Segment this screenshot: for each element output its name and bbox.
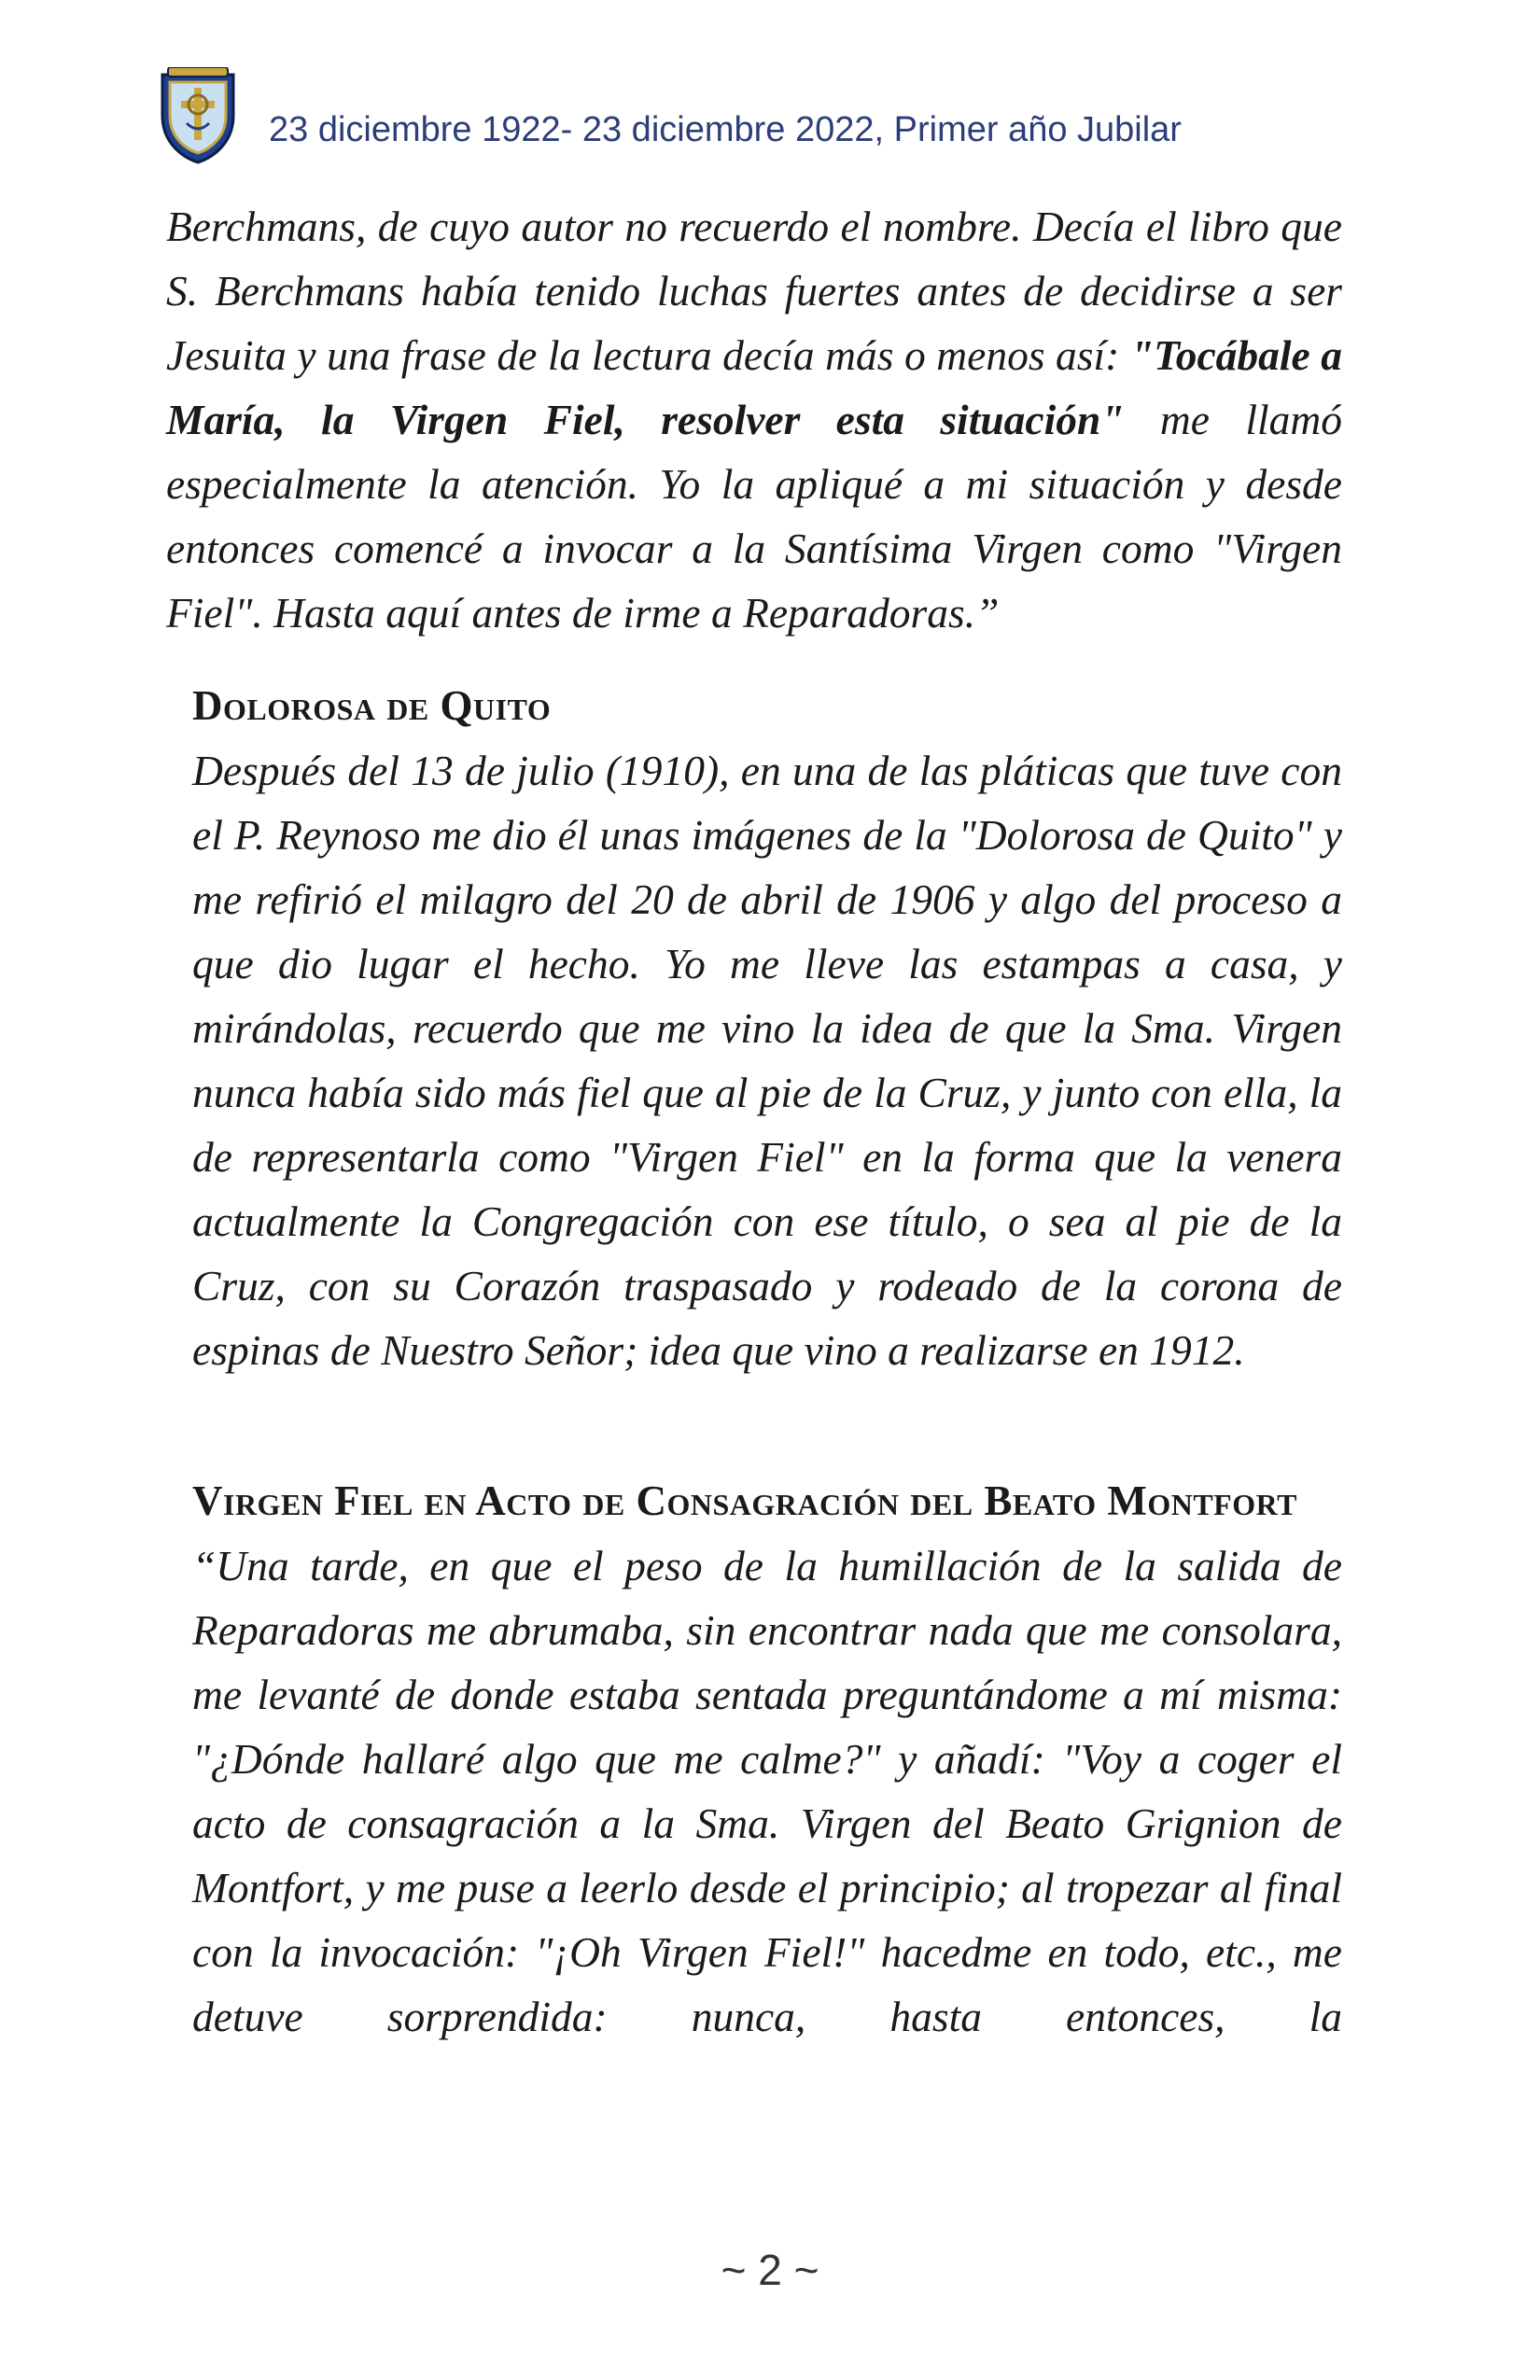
header-title: 23 diciembre 1922- 23 diciembre 2022, Primer año Jubilar xyxy=(269,110,1182,149)
intro-bold-quote: "Tocábale a María, la Virgen Fiel, resolver esta situación" xyxy=(166,331,1342,443)
section-body: “Una tarde, en que el peso de la humillación de la salida de Reparadoras me abrumaba, sin encontrar nada que me consolara, me levanté de donde estaba sentada preguntándome a mí misma: "¿Dónde hallaré algo que me calme?" y añadí: "Voy a coger el acto de consagración a la Sma. Virgen del Beato Grignion de Montfort, y me puse a leerlo desde el principio; al tropezar al final con la invocación: "¡Oh Virgen Fiel!" hacedme en todo, etc., me detuve sorprendida: nunca, hasta entonces, la xyxy=(192,1542,1342,2040)
crest-shield-icon xyxy=(159,67,237,164)
intro-paragraph xyxy=(166,194,1342,645)
intro-text-before: Berchmans, de cuyo autor no recuerdo el nombre. Decía el libro que S. Berchmans había tenido luchas fuertes antes de decidirse a ser Jesuita y una frase de la lectura decía más o menos así: xyxy=(166,203,1342,379)
section-heading: Dolorosa de Quito xyxy=(192,682,552,729)
page-number: ~ 2 ~ xyxy=(721,2246,819,2294)
page-header xyxy=(159,67,1372,170)
section-body: Después del 13 de julio (1910), en una de las pláticas que tuve con el P. Reynoso me dio él unas imágenes de la "Dolorosa de Quito" y me refirió el milagro del 20 de abril de 1906 y algo del proceso a que dio lugar el hecho. Yo me lleve las estampas a casa, y mirándolas, recuerdo que me vino la idea de que la Sma. Virgen nunca había sido más fiel que al pie de la Cruz, y junto con ella, la de representarla como "Virgen Fiel" en la forma que la venera actualmente la Congregación con ese título, o sea al pie de la Cruz, con su Corazón traspasado y rodeado de la corona de espinas de Nuestro Señor; idea que vino a realizarse en 1912. xyxy=(192,747,1342,1374)
section-dolorosa-de-quito xyxy=(192,674,1342,1382)
section-heading: Virgen Fiel en Acto de Consagración del Beato Montfort xyxy=(192,1477,1297,1524)
section-virgen-fiel-consagracion xyxy=(192,1469,1342,2049)
intro-text-after: me llamó especialmente la atención. Yo la apliqué a mi situación y desde entonces comencé a invocar a la Santísima Virgen como "Virgen Fiel". Hasta aquí antes de irme a Reparadoras.” xyxy=(166,396,1342,637)
